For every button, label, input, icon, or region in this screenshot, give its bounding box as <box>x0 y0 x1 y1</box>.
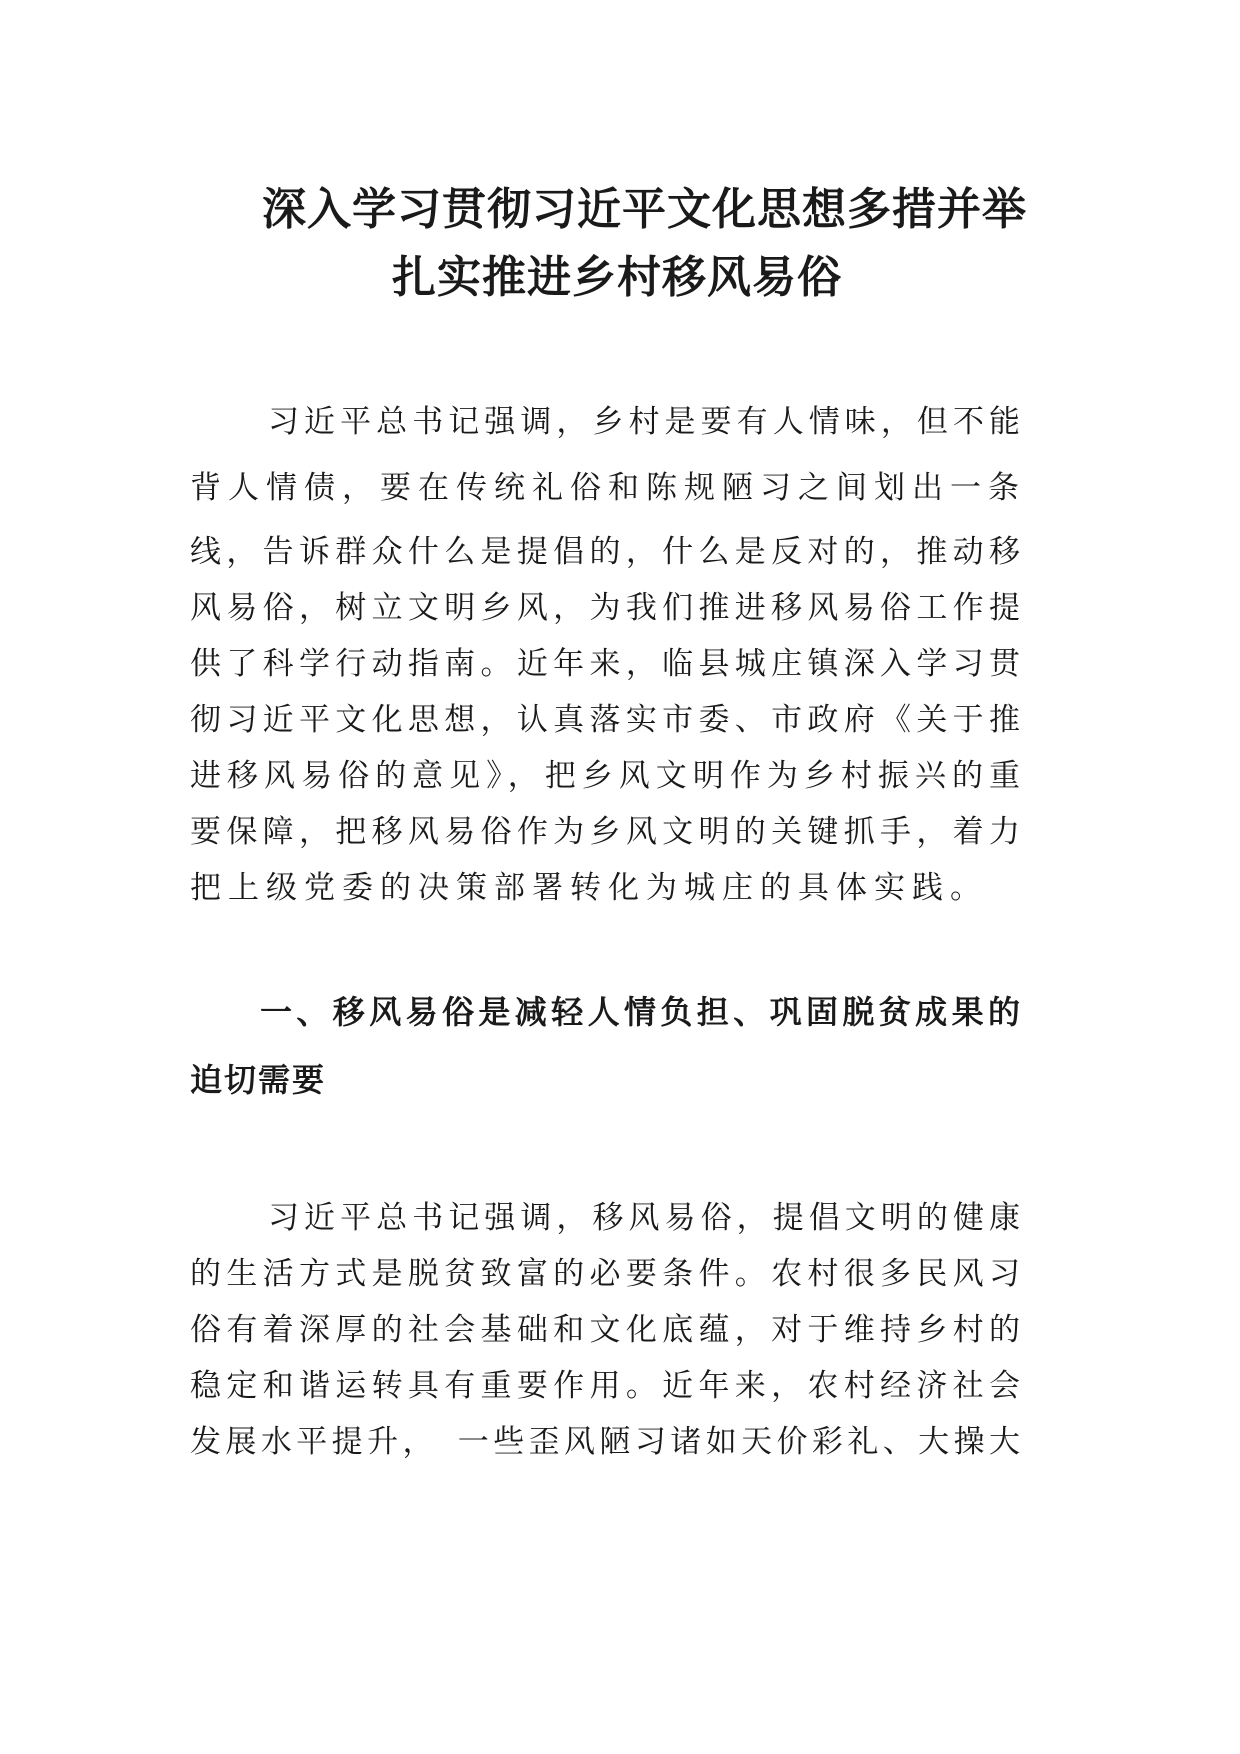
paragraph-1-line-3: 线，告诉群众什么是提倡的，什么是反对的，推动移 <box>190 534 1020 570</box>
paragraph-1-line-1: 习近平总书记强调，乡村是要有人情味，但不能 <box>268 404 1020 440</box>
paragraph-2-line-1: 习近平总书记强调，移风易俗，提倡文明的健康 <box>268 1200 1020 1236</box>
document-title-line-2: 扎实推进乡村移风易俗 <box>392 252 842 303</box>
section-1-heading-line-2: 迫切需要 <box>190 1061 327 1099</box>
document-title-line-1: 深入学习贯彻习近平文化思想多措并举 <box>262 184 1027 235</box>
section-1-heading-line-1: 一、移风易俗是减轻人情负担、巩固脱贫成果的 <box>260 993 1020 1031</box>
paragraph-1-line-4: 风易俗，树立文明乡风，为我们推进移风易俗工作提 <box>190 590 1020 626</box>
paragraph-1-line-8: 要保障，把移风易俗作为乡风文明的关键抓手，着力 <box>190 814 1020 850</box>
paragraph-2-line-5: 发展水平提升， 一些歪风陋习诸如天价彩礼、大操大 <box>190 1424 1020 1460</box>
paragraph-2-line-2: 的生活方式是脱贫致富的必要条件。农村很多民风习 <box>190 1256 1020 1292</box>
paragraph-1-line-5: 供了科学行动指南。近年来，临县城庄镇深入学习贯 <box>190 646 1020 682</box>
paragraph-1-line-2: 背人情债，要在传统礼俗和陈规陋习之间划出一条 <box>190 470 1026 506</box>
paragraph-1-line-7: 进移风易俗的意见》，把乡风文明作为乡村振兴的重 <box>190 758 1020 794</box>
paragraph-1-line-6: 彻习近平文化思想，认真落实市委、市政府《关于推 <box>190 702 1020 738</box>
paragraph-2-line-3: 俗有着深厚的社会基础和文化底蕴，对于维持乡村的 <box>190 1312 1020 1348</box>
paragraph-2-line-4: 稳定和谐运转具有重要作用。近年来，农村经济社会 <box>190 1368 1020 1404</box>
paragraph-1-line-9: 把上级党委的决策部署转化为城庄的具体实践。 <box>190 870 988 906</box>
